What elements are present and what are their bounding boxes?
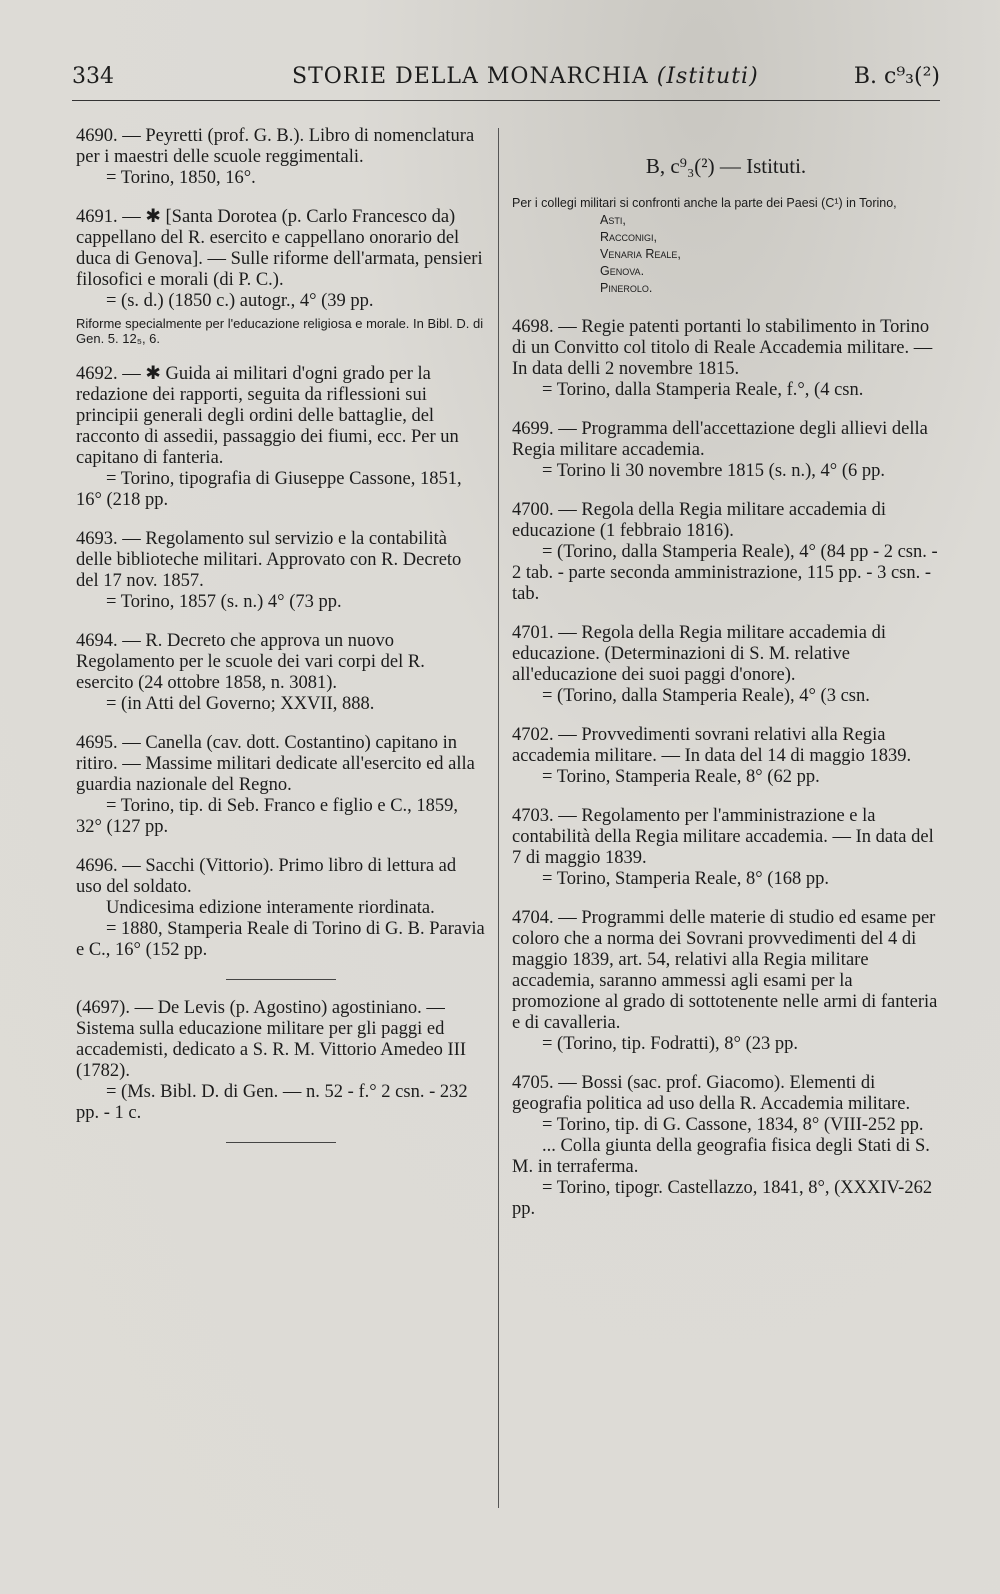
entry-4700 — [512, 500, 940, 605]
entry-imprint: = Torino, 1857 (s. n.) 4° (73 pp. — [106, 592, 342, 612]
section-note-place: Genova. — [600, 264, 645, 278]
section-note — [512, 195, 940, 297]
entry-imprint: = Torino, tip. di G. Cassone, 1834, 8° (VIII-252 pp. — [542, 1115, 924, 1135]
entry-text: 4695. — Canella (cav. dott. Costantino) capitano in ritiro. — Massime militari dedicate all'esercito ed alla guardia nazionale del Regno. — [76, 733, 475, 795]
entry-text: 4705. — Bossi (sac. prof. Giacomo). Elementi di geografia politica ad uso della R. Accademia militare. — [512, 1073, 911, 1114]
section-note-place: Asti, — [600, 213, 626, 227]
entry-imprint: = (Torino, dalla Stamperia Reale), 4° (84 pp - 2 csn. - 2 tab. - parte seconda amministrazione, 115 pp. - 3 csn. - tab. — [512, 542, 938, 604]
entry-imprint: = Torino, tipogr. Castellazzo, 1841, 8°, (XXXIV-262 pp. — [512, 1178, 933, 1219]
right-column — [512, 126, 940, 1238]
entry-4690 — [76, 126, 486, 189]
entry-text: 4704. — Programmi delle materie di studio ed esame per coloro che a norma dei Sovrani provvedimenti del 4 di maggio 1839, art. 54, relativi alla Regia militare accademia, saranno ammessi agli esami per la promozione al grado di sottotenente nelle armi di fanteria e di cavalleria. — [512, 908, 938, 1033]
separator-rule — [226, 1142, 336, 1143]
section-signature: B. c⁹₃(²) — [853, 64, 940, 89]
entry-text: 4699. — Programma dell'accettazione degli allievi della Regia militare accademia. — [512, 419, 928, 460]
section-note-intro: Per i collegi militari si confronti anche la parte dei Paesi (C¹) in Torino, — [512, 196, 897, 210]
entry-imprint: = Torino, tipografia di Giuseppe Cassone, 1851, 16° (218 pp. — [76, 469, 462, 510]
entry-text: 4700. — Regola della Regia militare accademia di educazione (1 febbraio 1816). — [512, 500, 886, 541]
entry-text: 4696. — Sacchi (Vittorio). Primo libro di lettura ad uso del soldato. — [76, 856, 457, 897]
entry-4694 — [76, 631, 486, 715]
entry-imprint: = Torino, Stamperia Reale, 8° (168 pp. — [542, 869, 829, 889]
entry-4704 — [512, 908, 940, 1055]
running-title-main: STORIE DELLA MONARCHIA — [292, 64, 649, 89]
entry-text: 4698. — Regie patenti portanti lo stabilimento in Torino di un Convitto col titolo di Reale Accademia militare. — In data delli 2 novembre 1815. — [512, 317, 933, 379]
entry-imprint: = (Torino, dalla Stamperia Reale), 4° (3 csn. — [542, 686, 870, 706]
page-header — [72, 64, 940, 98]
entry-imprint: = (in Atti del Governo; XXVII, 888. — [106, 694, 375, 714]
entry-imprint: = (s. d.) (1850 c.) autogr., 4° (39 pp. — [106, 291, 374, 311]
entry-4698 — [512, 317, 940, 401]
section-note-place: Pinerolo. — [600, 281, 653, 295]
entry-text: 4692. — ✱ Guida ai militari d'ogni grado per la redazione dei rapporti, seguita da riflessioni sui principii generali degli ordini delle battaglie, del racconto di assedii, passaggio dei fiumi, ecc. Per un capitano di fanteria. — [76, 364, 459, 468]
section-heading: B, c⁹₃(²) — Istituti. — [645, 154, 807, 178]
separator-rule — [226, 979, 336, 980]
entry-text: 4702. — Provvedimenti sovrani relativi alla Regia accademia militare. — In data del 14 di maggio 1839. — [512, 725, 912, 766]
header-rule — [72, 100, 940, 101]
entry-4696 — [76, 856, 486, 961]
entry-text: 4701. — Regola della Regia militare accademia di educazione. (Determinazioni di S. M. relative all'educazione dei suoi paggi d'onore). — [512, 623, 886, 685]
entry-imprint: = 1880, Stamperia Reale di Torino di G. B. Paravia e C., 16° (152 pp. — [76, 919, 485, 960]
column-divider — [498, 128, 499, 1508]
entry-4697 — [76, 998, 486, 1124]
entry-4692 — [76, 364, 486, 511]
entry-4693 — [76, 529, 486, 613]
section-note-place: Racconigi, — [600, 230, 658, 244]
entry-text: 4703. — Regolamento per l'amministrazione e la contabilità della Regia militare accademia. — In data del 7 di maggio 1839. — [512, 806, 934, 868]
entry-4705 — [512, 1073, 940, 1220]
section-note-place: Venaria Reale, — [600, 247, 681, 261]
page-number: 334 — [72, 64, 114, 89]
entry-imprint: = Torino, Stamperia Reale, 8° (62 pp. — [542, 767, 820, 787]
entry-text-continued: ... Colla giunta della geografia fisica degli Stati di S. M. in terraferma. — [512, 1136, 930, 1177]
entry-imprint: = Torino li 30 novembre 1815 (s. n.), 4° (6 pp. — [542, 461, 885, 481]
entry-text: (4697). — De Levis (p. Agostino) agostiniano. — Sistema sulla educazione militare per gli paggi ed accademisti, dedicato a S. R. M. Vittorio Amedeo III (1782). — [76, 998, 467, 1081]
entry-imprint: = (Ms. Bibl. D. di Gen. — n. 52 - f.° 2 csn. - 232 pp. - 1 c. — [76, 1082, 468, 1123]
entry-edition: Undicesima edizione interamente riordinata. — [106, 898, 435, 918]
running-title-sub: (Istituti) — [656, 64, 759, 89]
entry-4702 — [512, 725, 940, 788]
entry-4703 — [512, 806, 940, 890]
entry-text: 4690. — Peyretti (prof. G. B.). Libro di nomenclatura per i maestri delle scuole reggimentali. — [76, 126, 475, 167]
entry-imprint: = (Torino, tip. Fodratti), 8° (23 pp. — [542, 1034, 798, 1054]
entry-text: 4693. — Regolamento sul servizio e la contabilità delle biblioteche militari. Approvato con R. Decreto del 17 nov. 1857. — [76, 529, 462, 591]
entry-4699 — [512, 419, 940, 482]
entry-imprint: = Torino, tip. di Seb. Franco e figlio e C., 1859, 32° (127 pp. — [76, 796, 459, 837]
entry-imprint: = Torino, dalla Stamperia Reale, f.°, (4 csn. — [542, 380, 864, 400]
entry-imprint: = Torino, 1850, 16°. — [106, 168, 256, 188]
entry-text: 4694. — R. Decreto che approva un nuovo Regolamento per le scuole dei vari corpi del R. esercito (24 ottobre 1858, n. 3081). — [76, 631, 425, 693]
entry-4701 — [512, 623, 940, 707]
entry-4691 — [76, 207, 486, 346]
entry-4695 — [76, 733, 486, 838]
running-title — [292, 64, 759, 89]
left-column — [76, 126, 486, 1161]
entry-note: Riforme specialmente per l'educazione religiosa e morale. In Bibl. D. di Gen. 5. 12₅, 6. — [76, 316, 484, 346]
entry-text: 4691. — ✱ [Santa Dorotea (p. Carlo Francesco da) cappellano del R. esercito e cappellano onorario del duca di Genova]. — Sulle riforme dell'armata, pensieri filosofici e morali (di P. C.). — [76, 207, 483, 290]
